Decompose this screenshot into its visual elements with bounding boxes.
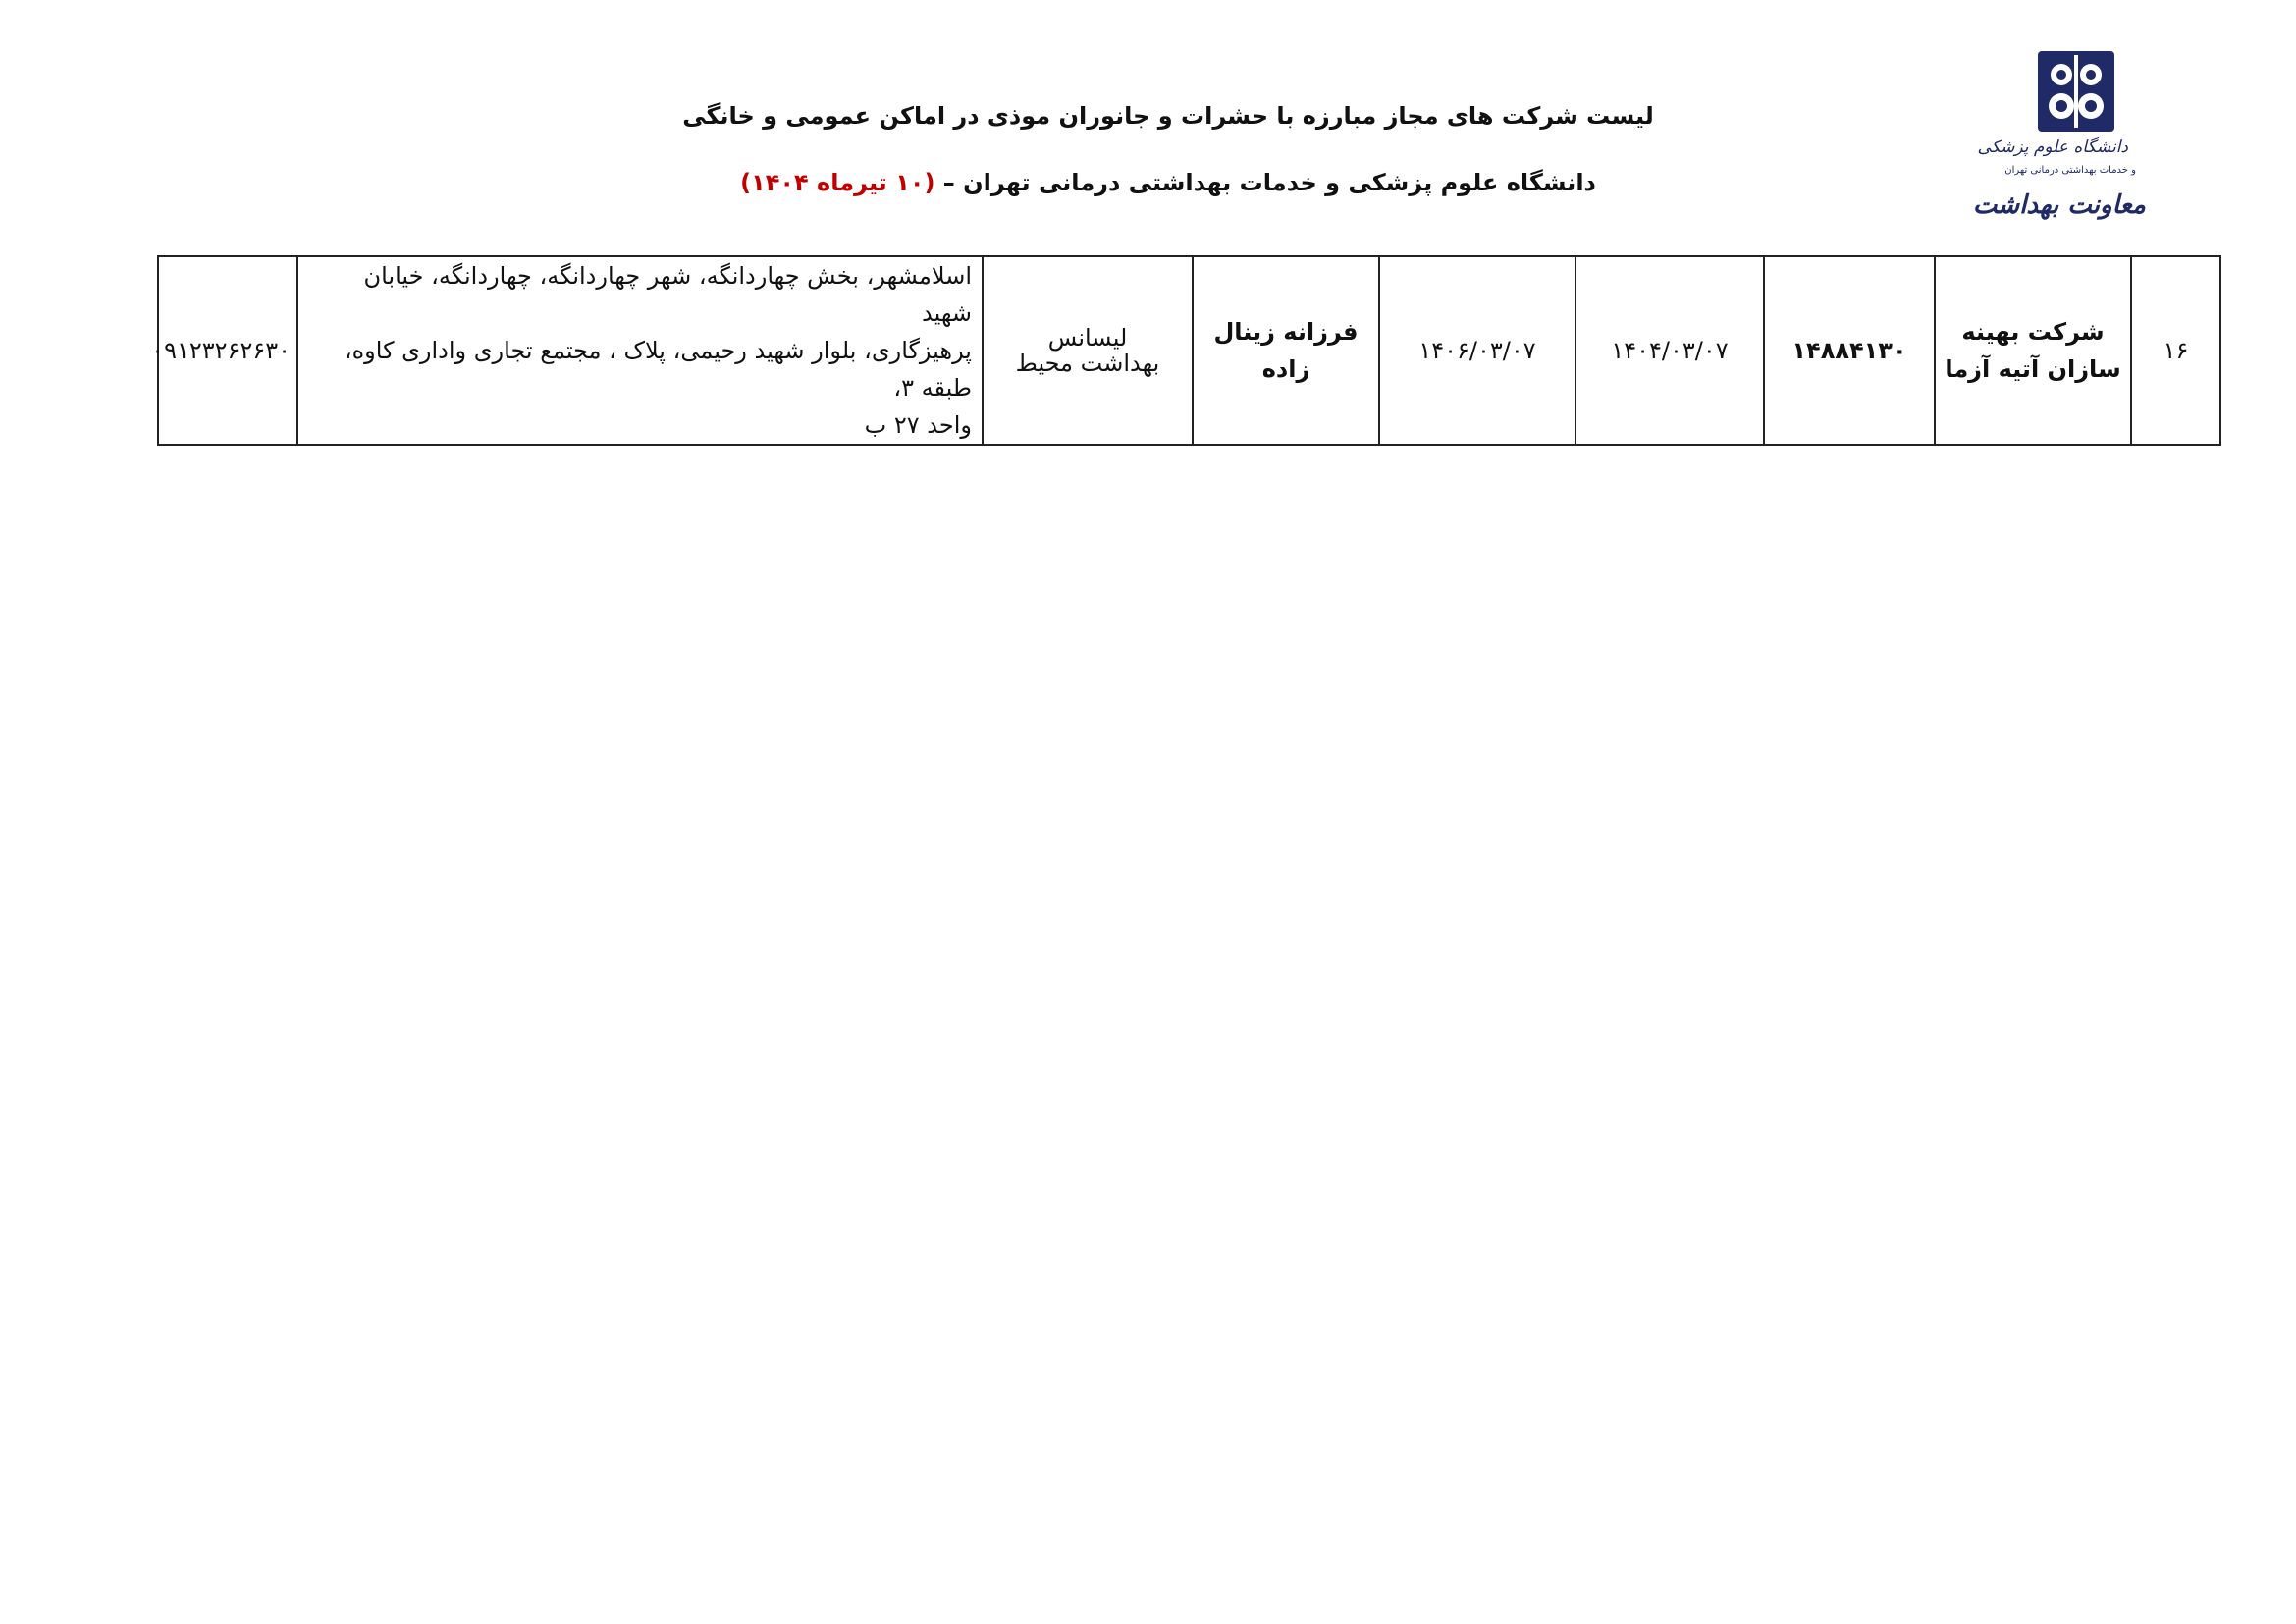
table-row xyxy=(158,256,2220,445)
education-degree: لیسانس xyxy=(1047,324,1128,352)
address-cell xyxy=(297,256,983,445)
expiry-date-cell: ۱۴۰۶/۰۳/۰۷ xyxy=(1379,256,1575,445)
row-number-cell: ۱۶ xyxy=(2131,256,2220,445)
address-line: اسلامشهر، بخش چهاردانگه، شهر چهاردانگه، چهاردانگه، خیابان شهید xyxy=(363,262,972,327)
address-line: پرهیزگاری، بلوار شهید رحیمی، پلاک ، مجتمع تجاری واداری کاوه، طبقه ۳، xyxy=(344,337,972,402)
issue-date-cell: ۱۴۰۴/۰۳/۰۷ xyxy=(1575,256,1764,445)
manager-name-line: فرزانه زینال xyxy=(1213,318,1359,346)
logo-department-text: معاونت بهداشت xyxy=(1972,190,2146,220)
phone-cell: ۰۹۱۲۳۲۶۲۶۳۰ xyxy=(158,256,297,445)
education-cell xyxy=(983,256,1193,445)
company-name-line: سازان آتیه آزما xyxy=(1945,355,2121,383)
license-code-cell: ۱۴۸۸۴۱۳۰ xyxy=(1764,256,1935,445)
logo-services-text: و خدمات بهداشتی درمانی تهران xyxy=(2004,165,2136,176)
education-field: بهداشت محیط xyxy=(1015,350,1160,377)
university-logo xyxy=(1972,47,2150,234)
subtitle-date: (۱۰ تیرماه ۱۴۰۴) xyxy=(740,169,935,196)
document-title: لیست شرکت های مجاز مبارزه با حشرات و جانوران موذی در اماکن عمومی و خانگی xyxy=(682,102,1654,130)
logo-university-text: دانشگاه علوم پزشکی xyxy=(1977,137,2128,157)
document-subtitle xyxy=(628,169,1708,196)
subtitle-organization: دانشگاه علوم پزشکی و خدمات بهداشتی درمانی تهران – xyxy=(934,169,1596,196)
companies-table xyxy=(151,255,2221,446)
university-emblem-icon xyxy=(1993,47,2150,135)
company-name-line: شرکت بهینه xyxy=(1961,318,2105,346)
manager-name-cell xyxy=(1193,256,1379,445)
company-name-cell xyxy=(1935,256,2131,445)
manager-name-line: زاده xyxy=(1261,355,1310,383)
address-line: واحد ۲۷ ب xyxy=(864,411,972,439)
